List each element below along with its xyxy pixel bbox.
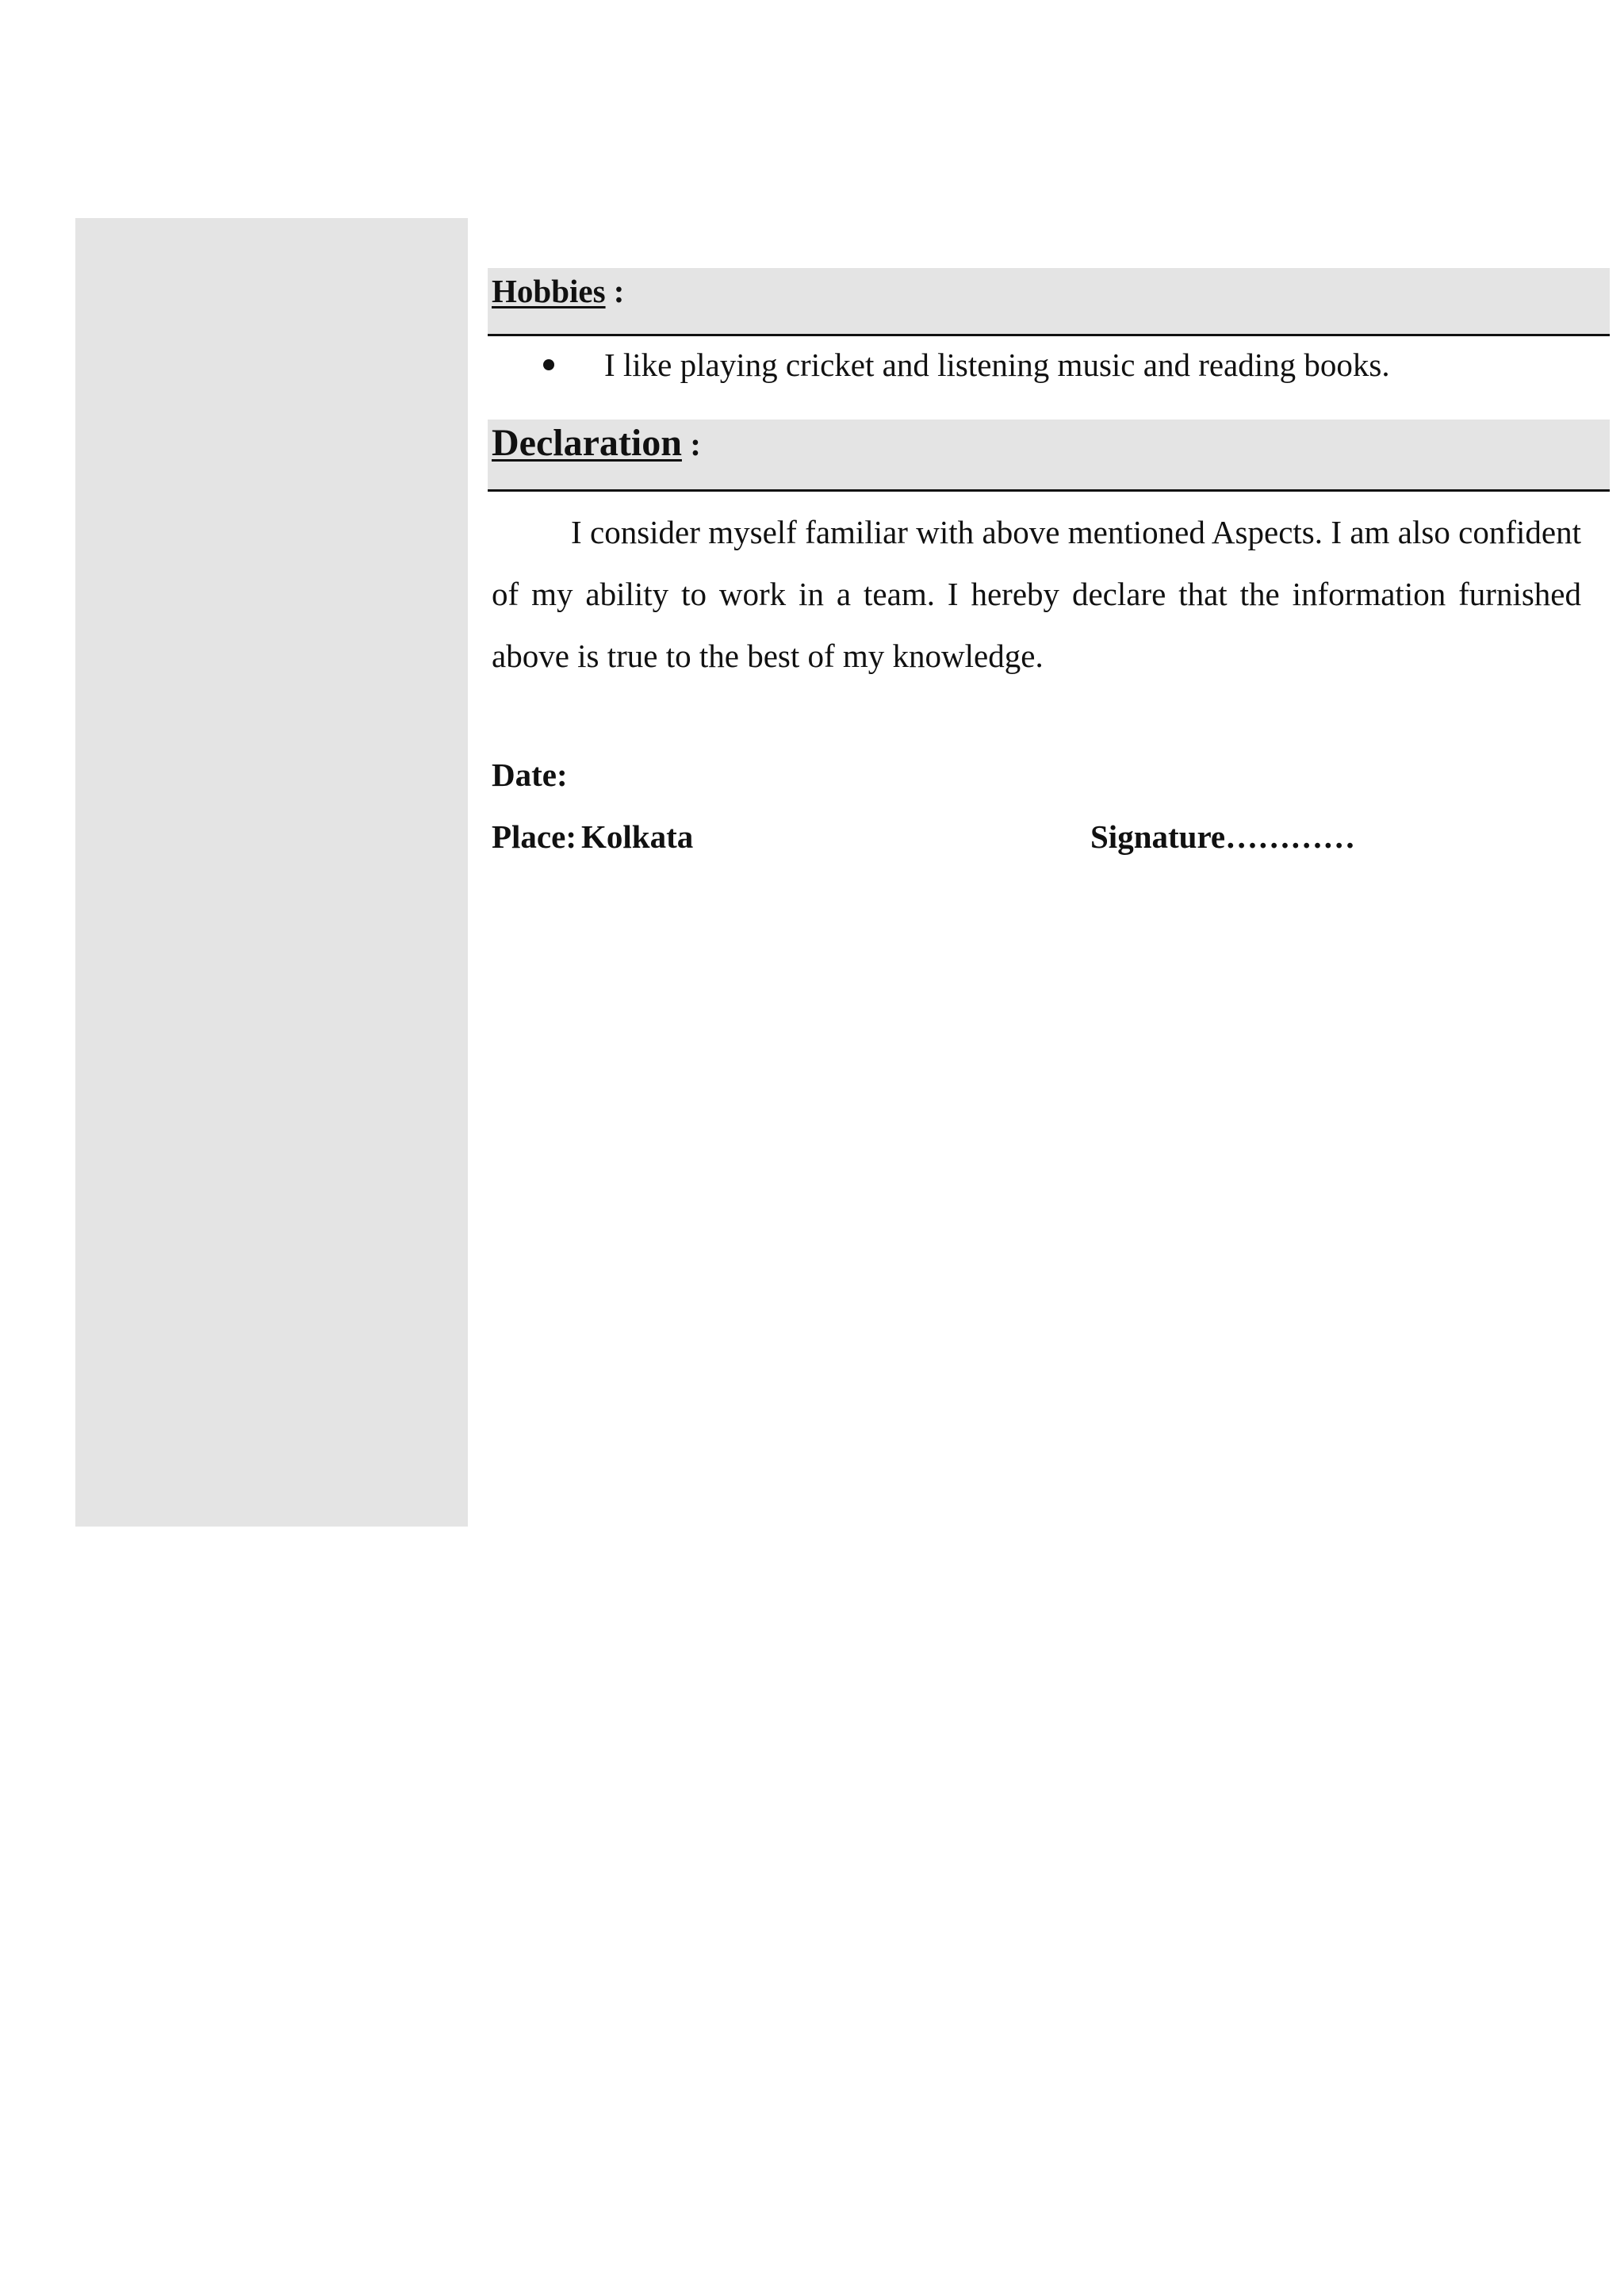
hobby-text: I like playing cricket and listening music and reading books. <box>604 347 1390 383</box>
hobbies-section-header <box>488 268 1610 336</box>
declaration-paragraph: I consider myself familiar with above mentioned Aspects. I am also confident of my ability to work in a team. I hereby declare that the information furnished above is true to the best of my knowledge. <box>492 514 1581 674</box>
place-signature-row <box>492 806 1610 868</box>
signoff-block <box>488 744 1610 868</box>
declaration-section-header <box>488 420 1610 492</box>
hobbies-title-colon: : <box>605 273 625 309</box>
hobbies-title: Hobbies <box>492 273 606 309</box>
declaration-title-colon: : <box>681 426 701 462</box>
signature-line <box>1090 806 1355 868</box>
left-sidebar-panel <box>75 218 468 1527</box>
resume-page-content <box>488 268 1610 868</box>
list-item <box>488 341 1610 389</box>
bullet-icon <box>543 359 554 370</box>
place-value: Kolkata <box>580 818 694 855</box>
date-label: Date: <box>492 757 568 793</box>
signature-label: Signature………… <box>1090 818 1356 855</box>
place-label: Place: <box>492 818 576 855</box>
declaration-title: Declaration <box>492 422 682 464</box>
hobbies-list <box>488 336 1610 420</box>
place-line <box>492 806 1090 868</box>
date-line <box>492 744 1610 806</box>
